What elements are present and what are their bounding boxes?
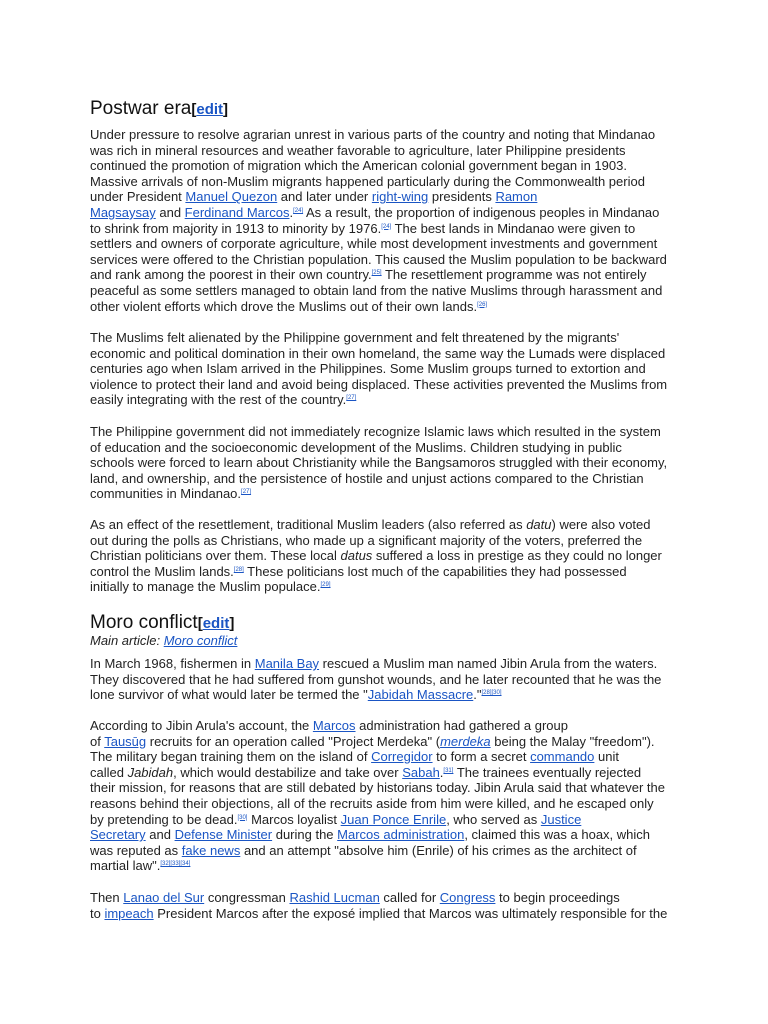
- wiki-link[interactable]: Corregidor: [371, 749, 433, 765]
- paragraph: [90, 517, 682, 595]
- text-run: being the Malay "freedom").: [490, 733, 655, 749]
- text-line: [90, 158, 682, 174]
- citation-link[interactable]: [26]: [477, 301, 488, 308]
- edit-link[interactable]: edit: [202, 615, 230, 632]
- text-run: The Philippine government did not immediately recognize Islamic laws which resulted in the system: [90, 424, 661, 439]
- text-run: to: [90, 905, 105, 921]
- text-run: other violent efforts which drove the Muslims out of their own lands.: [90, 298, 478, 314]
- text-run: Under pressure to resolve agrarian unrest in various parts of the country and noting that Mindanao: [90, 127, 656, 142]
- text-line: [90, 127, 682, 143]
- citation-ref[interactable]: [482, 690, 502, 696]
- text-run: .": [473, 687, 482, 703]
- wiki-link[interactable]: Defense Minister: [174, 827, 273, 843]
- citation-link[interactable]: [29]: [320, 582, 331, 589]
- text-line: [90, 890, 682, 906]
- text-line: [90, 858, 682, 874]
- text-line: [90, 687, 682, 703]
- text-run: martial law".: [90, 858, 161, 874]
- citation-ref[interactable]: [443, 768, 453, 774]
- text-run: and an attempt "absolve him (Enrile) of his crimes as the architect of: [240, 842, 637, 858]
- citation-link[interactable]: [25]: [371, 270, 382, 277]
- text-run: The best lands in Mindanao were given to: [391, 220, 636, 236]
- text-run: and later under: [277, 189, 372, 205]
- text-run: peaceful as some settlers managed to obtain land from the native Muslims through harassment and: [90, 282, 663, 298]
- citation-link[interactable]: [32][33][34]: [160, 861, 191, 868]
- text-line: [90, 174, 682, 190]
- citation-ref[interactable]: [372, 270, 382, 276]
- text-line: [90, 236, 682, 252]
- wiki-link[interactable]: Manuel Quezon: [185, 189, 278, 205]
- text-line: [90, 471, 682, 487]
- text-run: rescued a Muslim man named Jibin Arula from the waters.: [319, 656, 658, 671]
- citation-ref[interactable]: [346, 395, 356, 401]
- text-line: [90, 377, 682, 393]
- text-run: schools were forced to learn about Christianity while the Bangsamoros struggled with their economy,: [90, 455, 668, 471]
- text-run: In March 1968, fishermen in: [90, 656, 255, 671]
- wiki-link[interactable]: Tausūg: [104, 733, 147, 749]
- text-run: was reputed as: [90, 842, 182, 858]
- wiki-link[interactable]: commando: [530, 749, 595, 765]
- text-line: [90, 765, 682, 781]
- citation-ref[interactable]: [477, 302, 487, 308]
- paragraph: [90, 127, 682, 314]
- text-line: [90, 812, 682, 828]
- text-run: violence to protect their land and avoid being displaced. These activities prevented the Muslims from: [90, 376, 668, 392]
- paragraph: [90, 718, 682, 874]
- citation-ref[interactable]: [293, 208, 303, 214]
- text-line: [90, 564, 682, 580]
- text-run: easily integrating with the rest of the country.: [90, 392, 347, 408]
- text-run: and: [145, 827, 175, 843]
- text-run: settlers and owners of corporate agriculture, while most development investments and government: [90, 236, 658, 252]
- citation-ref[interactable]: [381, 224, 391, 230]
- text-run: called for: [379, 890, 440, 905]
- wiki-link[interactable]: Rashid Lucman: [289, 890, 380, 905]
- text-run: out during the polls as Christians, who made up a significant majority of the voters, preferred the: [90, 532, 643, 548]
- text-line: [90, 517, 682, 533]
- wiki-link[interactable]: Marcos: [312, 718, 356, 733]
- citation-link[interactable]: [27]: [346, 395, 357, 402]
- paragraph: [90, 330, 682, 408]
- text-line: [90, 672, 682, 688]
- text-line: [90, 346, 682, 362]
- wiki-link[interactable]: impeach: [104, 905, 154, 921]
- wiki-link[interactable]: Juan Ponce Enrile: [340, 811, 447, 827]
- text-run: According to Jibin Arula's account, the: [90, 718, 313, 733]
- text-run: and rank among the poorest in their own country.: [90, 267, 372, 283]
- text-line: [90, 579, 682, 595]
- text-line: [90, 189, 682, 205]
- wiki-link[interactable]: merdeka: [440, 733, 491, 749]
- section-heading-postwar-era: [90, 97, 228, 122]
- text-line: [90, 455, 682, 471]
- section-title: Postwar era: [90, 98, 192, 119]
- text-line: [90, 330, 682, 346]
- text-run: Marcos loyalist: [247, 811, 341, 827]
- citation-link[interactable]: [31]: [443, 767, 454, 774]
- text-run: was rich in mineral resources and weather favorable to agriculture, later Philippine presidents: [90, 142, 626, 158]
- text-line: [90, 283, 682, 299]
- text-run: services were offered to the Christian population. This caused the Muslim population to be backward: [90, 251, 667, 267]
- text-line: [90, 486, 682, 502]
- text-run: The military began training them on the island of: [90, 749, 372, 765]
- text-run: by pretending to be dead.: [90, 811, 238, 827]
- text-run: of education and the socioeconomic development of the Muslims. Children studying in public: [90, 439, 622, 455]
- text-line: [90, 205, 682, 221]
- paragraph: [90, 890, 682, 921]
- citation-link[interactable]: [27]: [241, 489, 252, 496]
- wiki-link[interactable]: Ferdinand Marcos: [184, 204, 290, 220]
- text-run: The resettlement programme was not entirely: [381, 267, 647, 283]
- wiki-link[interactable]: right-wing: [371, 189, 429, 205]
- citation-link[interactable]: [28]: [233, 566, 244, 573]
- text-run: to begin proceedings: [495, 890, 620, 905]
- citation-link[interactable]: [28][30]: [481, 690, 502, 697]
- citation-link[interactable]: [30]: [237, 814, 248, 821]
- text-run: .: [289, 204, 294, 220]
- text-run: and: [155, 204, 185, 220]
- wiki-link[interactable]: Secretary: [90, 827, 146, 843]
- text-run: economic and political domination in their own homeland, the same way the Lumads were displaced: [90, 345, 666, 361]
- wiki-link[interactable]: Marcos administration: [337, 827, 465, 843]
- text-run: Massive arrivals of non-Muslim migrants happened particularly during the Commonwealth period: [90, 173, 645, 189]
- text-run: , who served as: [446, 811, 541, 827]
- text-run: presidents: [428, 189, 496, 205]
- text-run: congressman: [204, 890, 290, 905]
- text-run: of: [90, 733, 105, 749]
- text-run: , which would destabilize and take over: [173, 764, 403, 780]
- citation-ref[interactable]: [237, 815, 247, 821]
- text-run: their mission, for reasons that are still debated by historians today. Jibin Arula said that whatever the: [90, 780, 665, 796]
- text-run: reasons behind their objections, all of the recruits aside from him were killed, and he escaped only: [90, 795, 654, 811]
- text-run: centuries ago when Islam arrived in the Philippines. Some Muslim groups turned to extortion and: [90, 361, 646, 377]
- section-title: Moro conflict: [90, 612, 198, 633]
- text-line: [90, 252, 682, 268]
- text-run: unit: [594, 749, 619, 765]
- text-run: land, and ownership, and the persistence of hostile and unjust actions compared to the Christian: [90, 470, 644, 486]
- citation-ref[interactable]: [321, 582, 331, 588]
- text-line: [90, 221, 682, 237]
- text-line: [90, 424, 682, 440]
- wiki-link[interactable]: Jabidah Massacre: [367, 687, 474, 703]
- text-run: during the: [272, 827, 338, 843]
- text-run: President Marcos after the exposé implied that Marcos was ultimately responsible for the: [153, 905, 668, 921]
- citation-ref[interactable]: [234, 567, 244, 573]
- text-run: ) were also voted: [551, 517, 651, 532]
- wiki-link[interactable]: Ramon: [495, 189, 538, 205]
- text-run: , claimed this was a hoax, which: [464, 827, 651, 843]
- wiki-link[interactable]: Congress: [439, 890, 496, 905]
- text-run: under President: [90, 189, 186, 205]
- edit-link-wrapper: [edit]: [197, 615, 235, 632]
- text-run: administration had gathered a group: [355, 718, 568, 733]
- citation-ref[interactable]: [241, 489, 251, 495]
- text-run: As an effect of the resettlement, traditional Muslim leaders (also referred as: [90, 517, 527, 532]
- text-line: [90, 143, 682, 159]
- italic-term: Jabidah: [127, 764, 174, 780]
- text-run: As a result, the proportion of indigenous peoples in Mindanao: [303, 204, 660, 220]
- text-line: [90, 796, 682, 812]
- text-line: [90, 906, 682, 922]
- text-line: [90, 548, 682, 564]
- edit-link[interactable]: edit: [196, 101, 224, 118]
- citation-link[interactable]: [24]: [381, 223, 392, 230]
- main-article-hatnote: [90, 633, 237, 649]
- text-run: They discovered that he had suffered from gunshot wounds, and he later recounted that he was the: [90, 671, 662, 687]
- edit-link-wrapper: [edit]: [191, 101, 229, 118]
- text-run: continued the promotion of migration which the American colonial government began in 1903.: [90, 158, 627, 174]
- text-run: Then: [90, 890, 124, 905]
- text-line: [90, 749, 682, 765]
- text-run: These politicians lost much of the capabilities they had possessed: [243, 563, 627, 579]
- citation-link[interactable]: [24]: [293, 207, 304, 214]
- wiki-link[interactable]: Lanao del Sur: [123, 890, 205, 905]
- text-run: .: [439, 764, 444, 780]
- wiki-link[interactable]: Magsaysay: [90, 204, 156, 220]
- text-line: [90, 718, 682, 734]
- wiki-link[interactable]: Sabah: [402, 764, 440, 780]
- text-line: [90, 392, 682, 408]
- main-article-label: Main article:: [90, 633, 161, 648]
- text-run: lone survivor of what would later be termed the ": [90, 687, 368, 703]
- italic-term: datus: [340, 548, 373, 564]
- wiki-link[interactable]: fake news: [181, 842, 241, 858]
- text-run: called: [90, 764, 128, 780]
- wiki-link[interactable]: Justice: [540, 811, 582, 827]
- text-line: [90, 440, 682, 456]
- paragraph: [90, 656, 682, 703]
- text-line: [90, 780, 682, 796]
- text-line: [90, 361, 682, 377]
- text-line: [90, 267, 682, 283]
- text-line: [90, 656, 682, 672]
- text-run: The Muslims felt alienated by the Philippine government and felt threatened by the migrants': [90, 330, 620, 345]
- text-run: communities in Mindanao.: [90, 486, 242, 502]
- paragraph: [90, 424, 682, 502]
- text-run: initially to manage the Muslim populace.: [90, 579, 321, 595]
- text-run: to shrink from majority in 1913 to minority by 1976.: [90, 220, 382, 236]
- citation-ref[interactable]: [160, 861, 190, 867]
- text-run: recruits for an operation called "Project Merdeka" (: [146, 733, 441, 749]
- main-article-link[interactable]: Moro conflict: [163, 633, 238, 648]
- text-line: [90, 734, 682, 750]
- text-run: suffered a loss in prestige as they could no longer: [372, 548, 662, 564]
- text-line: [90, 533, 682, 549]
- text-run: The trainees eventually rejected: [453, 764, 642, 780]
- italic-term: datu: [526, 517, 552, 532]
- text-run: control the Muslim lands.: [90, 563, 234, 579]
- text-run: Christian politicians over them. These local: [90, 548, 341, 564]
- text-line: [90, 299, 682, 315]
- text-run: to form a secret: [432, 749, 531, 765]
- text-line: [90, 843, 682, 859]
- wiki-link[interactable]: Manila Bay: [254, 656, 320, 671]
- text-line: [90, 827, 682, 843]
